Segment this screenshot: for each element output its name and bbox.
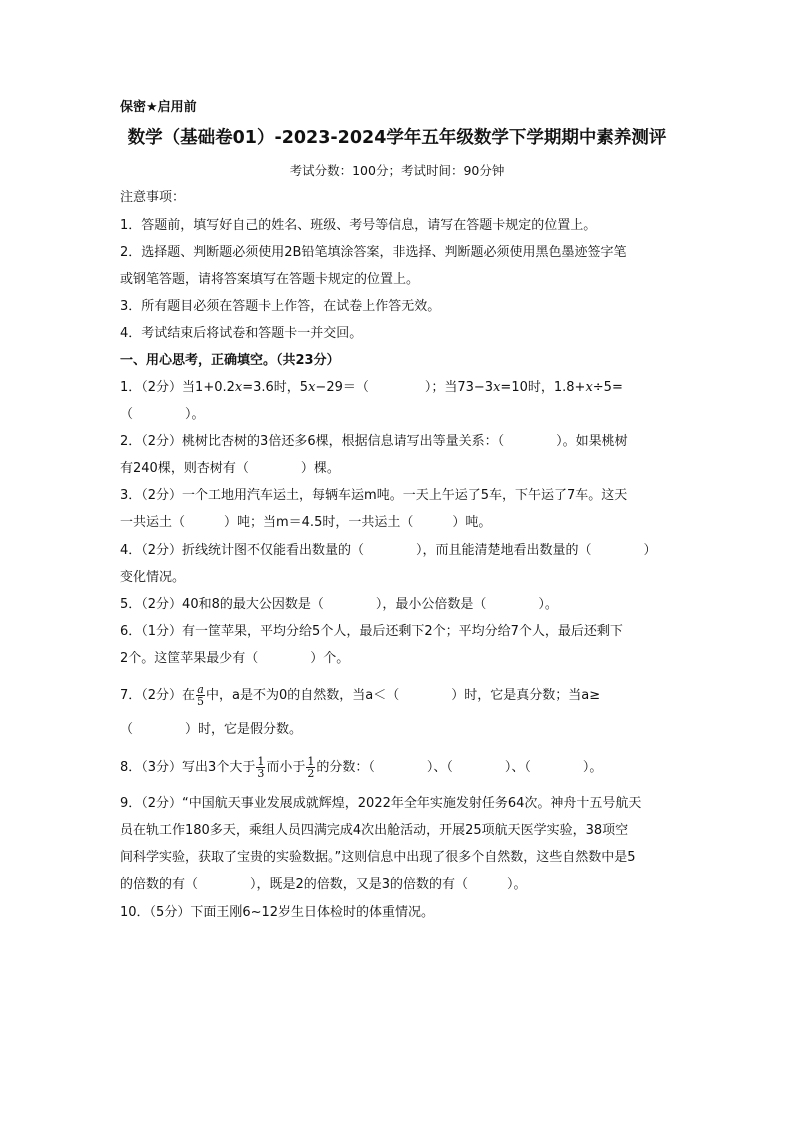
note-item: 3．所有题目必须在答题卡上作答，在试卷上作答无效。 — [120, 299, 441, 314]
exam-title: 数学（基础卷01）-2023-2024学年五年级数学下学期期中素养测评 — [127, 128, 667, 148]
question-7: 7．（2分）在 $\frac{a}{5}$ 中，a是不为0的自然数，当a＜（ ）时，它是真分数；当a≥ — [120, 683, 601, 708]
fraction-one-third: $\frac{1}{3}$ — [257, 755, 265, 780]
question-4-line2: 变化情况。 — [120, 570, 186, 585]
question-3: 3．（2分）一个工地用汽车运土，每辆车运m吨。一天上午运了5车，下午运了7车。这天 — [120, 488, 628, 503]
question-10: 10．（5分）下面王刚6~12岁生日体检时的体重情况。 — [120, 905, 435, 920]
question-9: 9．（2分）“中国航天事业发展成就辉煌，2022年全年实施发射任务64次。神舟十五号航天 — [120, 796, 642, 811]
question-3-line2: 一共运土（ ）吨；当m＝4.5时，一共运土（ ）吨。 — [120, 515, 492, 530]
question-9-line3: 间科学实验，获取了宝贵的实验数据。”这则信息中出现了很多个自然数，这些自然数中是5 — [120, 850, 636, 865]
note-item: 1．答题前，填写好自己的姓名、班级、考号等信息，请写在答题卡规定的位置上。 — [120, 218, 597, 233]
note-item: 2．选择题、判断题必须使用2B铅笔填涂答案，非选择、判断题必须使用黑色墨迹签字笔 — [120, 245, 627, 260]
question-6: 6．（1分）有一筐苹果，平均分给5个人，最后还剩下2个；平均分给7个人，最后还剩下 — [120, 624, 623, 639]
note-item: 4．考试结束后将试卷和答题卡一并交回。 — [120, 326, 363, 341]
fraction-one-half: $\frac{1}{2}$ — [307, 755, 315, 780]
question-1-line2: （ ）。 — [120, 407, 205, 422]
question-9-line2: 员在轨工作180多天，乘组人员四满完成4次出舱活动，开展25项航天医学实验，38项空 — [120, 823, 629, 838]
question-8: 8．（3分）写出3个大于 $\frac{1}{3}$ 而小于 $\frac{1}{2}$ 的分数：（ ）、（ ）、（ ）。 — [120, 755, 603, 780]
section-title: 一、用心思考，正确填空。（共23分） — [120, 353, 340, 368]
notes-heading: 注意事项： — [120, 190, 186, 205]
fraction-a-over-5: $\frac{a}{5}$ — [197, 683, 205, 708]
question-1: 1．（2分）当1+0.2x=3.6时，5x−29＝（ ）；当73−3x=10时，1.8+x÷5= — [120, 380, 623, 395]
question-5: 5．（2分）40和8的最大公因数是（ ），最小公倍数是（ ）。 — [120, 597, 558, 612]
question-9-line4: 的倍数的有（ ），既是2的倍数，又是3的倍数的有（ ）。 — [120, 877, 527, 892]
exam-subtitle: 考试分数：100分；考试时间：90分钟 — [289, 163, 505, 178]
question-6-line2: 2个。这筐苹果最少有（ ）个。 — [120, 651, 350, 666]
confidential-label: 保密★启用前 — [120, 100, 197, 115]
question-7-line2: （ ）时，它是假分数。 — [120, 722, 303, 737]
question-2-line2: 有240棵，则杏树有（ ）棵。 — [120, 461, 340, 476]
question-4: 4．（2分）折线统计图不仅能看出数量的（ ），而且能清楚地看出数量的（ ） — [120, 543, 657, 558]
question-2: 2．（2分）桃树比杏树的3倍还多6棵，根据信息请写出等量关系：（ ）。如果桃树 — [120, 434, 628, 449]
note-item: 或钢笔答题，请将答案填写在答题卡规定的位置上。 — [120, 272, 420, 287]
